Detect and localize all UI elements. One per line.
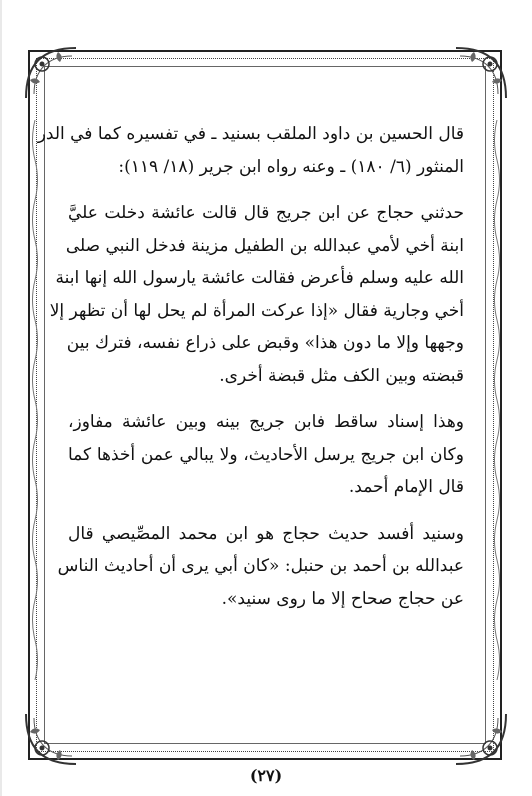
text-line: حدثني حجاج عن ابن جريج قال قالت عائشة دخلت عليَّ [68,203,464,223]
side-ornament-icon [30,120,40,680]
corner-ornament-icon [22,44,80,102]
page-body [37,118,464,629]
text-line: وكان ابن جريج يرسل الأحاديث، ولا يبالي عمن أخذها كما [68,444,464,465]
text-line: قبضته وبين الكف مثل قبضة أخرى. [219,365,464,386]
corner-ornament-icon [452,44,510,102]
corner-ornament-icon [452,710,510,768]
corner-ornament-icon [22,710,80,768]
text-line: عن حجاج صحاح إلا ما روى سنيد». [221,588,464,609]
text-line: وسنيد أفسد حديث حجاج هو ابن محمد المصِّيصي قال [68,523,464,544]
page-edge [0,0,2,796]
paragraph-2 [49,197,464,392]
page-number: (٢٧) [249,766,283,785]
text-line: المنثور (٦/ ١٨٠) ـ وعنه رواه ابن جرير (١٨/ ١١٩): [118,156,464,177]
text-line: الله عليه وسلم فأعرض فقالت عائشة يارسول الله إنها ابنة [55,268,464,288]
side-ornament-icon [492,120,502,680]
text-line: وهذا إسناد ساقط فابن جريج بينه وبين عائشة مفاوز، [68,412,464,432]
text-line: وجهها وإلا ما دون هذا» وقبض على ذراع نفسه، فترك بين [66,333,464,353]
text-line: أخي وجارية فقال «إذا عركت المرأة لم يحل لها أن تظهر إلا [49,300,464,321]
paragraph-3 [68,406,464,504]
text-line: قال الإمام أحمد. [348,477,464,497]
paragraph-4 [57,518,464,616]
text-line: عبدالله بن أحمد بن حنبل: «كان أبي يرى أن أحاديث الناس [57,556,464,576]
paragraph-1 [37,118,464,183]
text-line: ابنة أخي لأمي عبدالله بن الطفيل مزينة فدخل النبي صلى [65,235,464,256]
text-line: قال الحسين بن داود الملقب بسنيد ـ في تفسيره كما في الدر [37,124,464,144]
